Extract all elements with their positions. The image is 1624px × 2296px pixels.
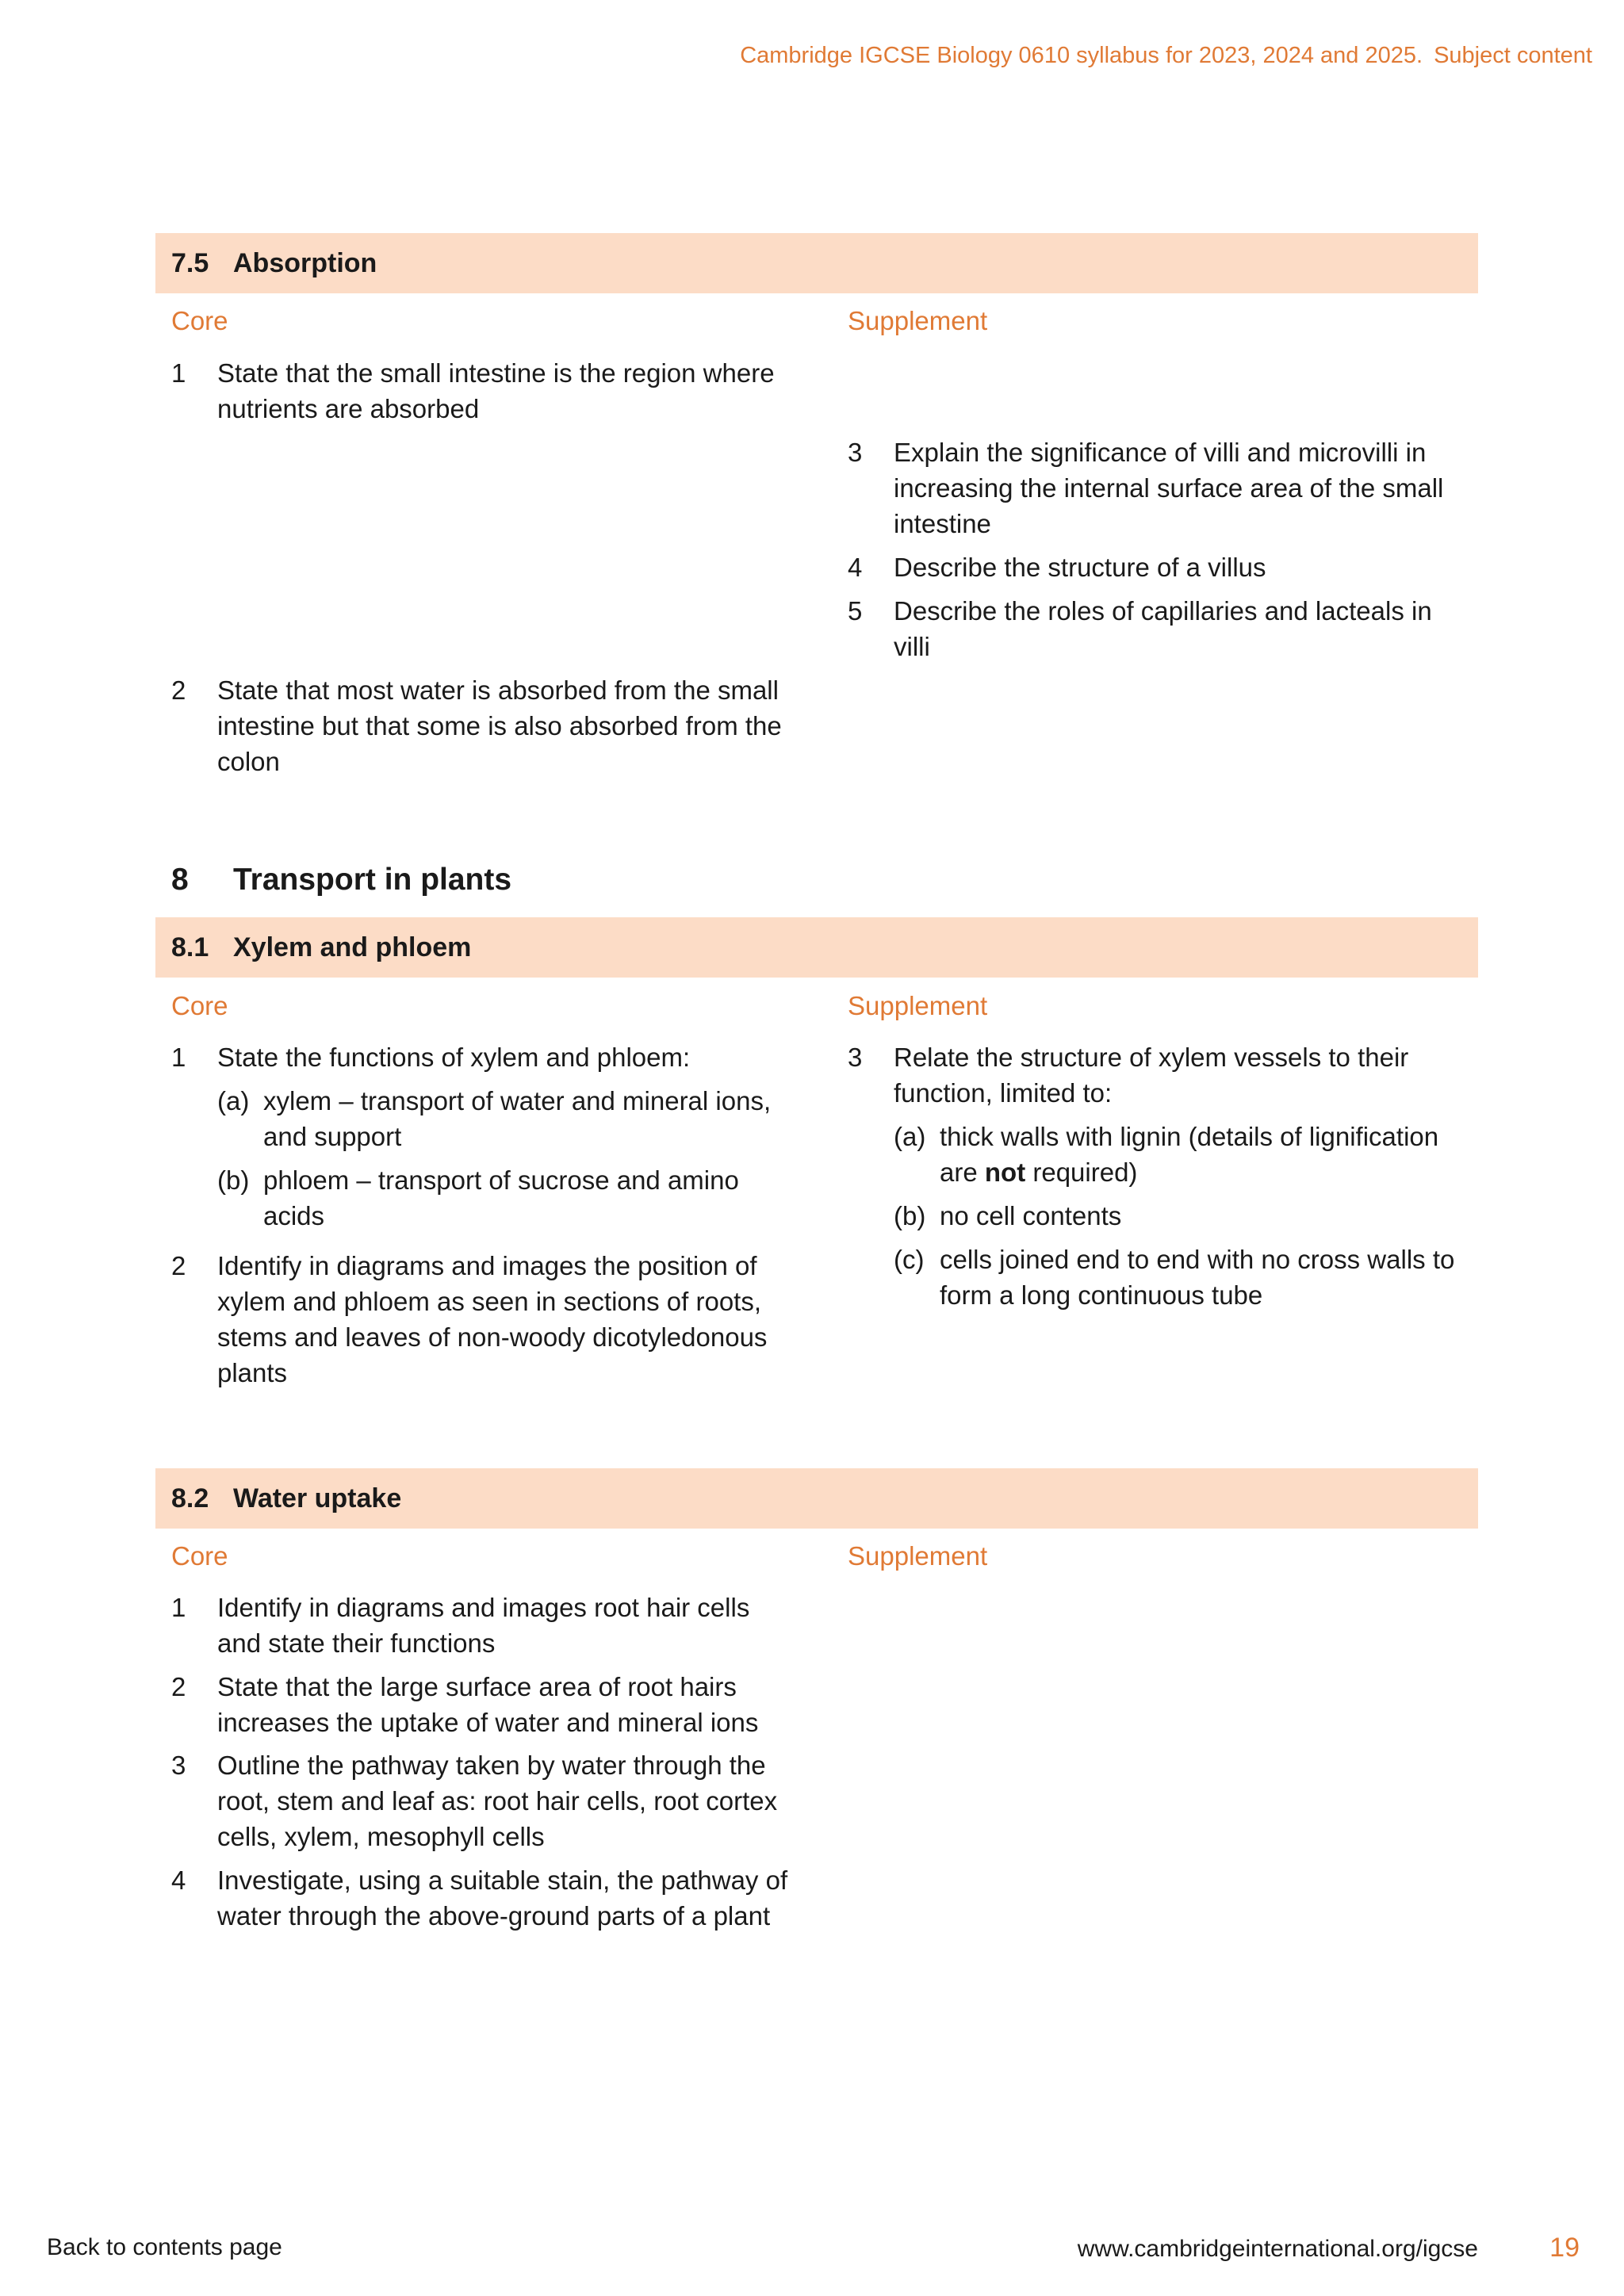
chapter-heading bbox=[171, 863, 511, 897]
chapter-number: 8 bbox=[171, 863, 189, 897]
supplement-label: Supplement bbox=[848, 1541, 988, 1571]
supplement-label: Supplement bbox=[848, 306, 988, 335]
section-number: 8.1 bbox=[171, 932, 209, 962]
supplement-label: Supplement bbox=[848, 991, 988, 1020]
section-8-2-heading bbox=[155, 1468, 1478, 1529]
section-8-1-heading bbox=[155, 917, 1478, 978]
running-header bbox=[740, 43, 1592, 69]
section-title: Absorption bbox=[233, 247, 377, 278]
section-number: 8.2 bbox=[171, 1483, 209, 1513]
core-label: Core bbox=[171, 991, 228, 1020]
core-label: Core bbox=[171, 1541, 228, 1571]
back-to-contents-link[interactable]: Back to contents page bbox=[47, 2234, 282, 2260]
website-link[interactable]: www.cambridgeinternational.org/igcse bbox=[1077, 2236, 1478, 2262]
section-title: Water uptake bbox=[233, 1483, 402, 1513]
section-7-5-heading bbox=[155, 233, 1478, 293]
header-section: Subject content bbox=[1434, 43, 1592, 68]
header-title: Cambridge IGCSE Biology 0610 syllabus for 2023, 2024 and 2025. bbox=[740, 43, 1423, 68]
core-label: Core bbox=[171, 306, 228, 335]
page-number: 19 bbox=[1549, 2233, 1580, 2263]
section-number: 7.5 bbox=[171, 247, 209, 278]
section-title: Xylem and phloem bbox=[233, 932, 472, 962]
chapter-title: Transport in plants bbox=[233, 863, 512, 897]
